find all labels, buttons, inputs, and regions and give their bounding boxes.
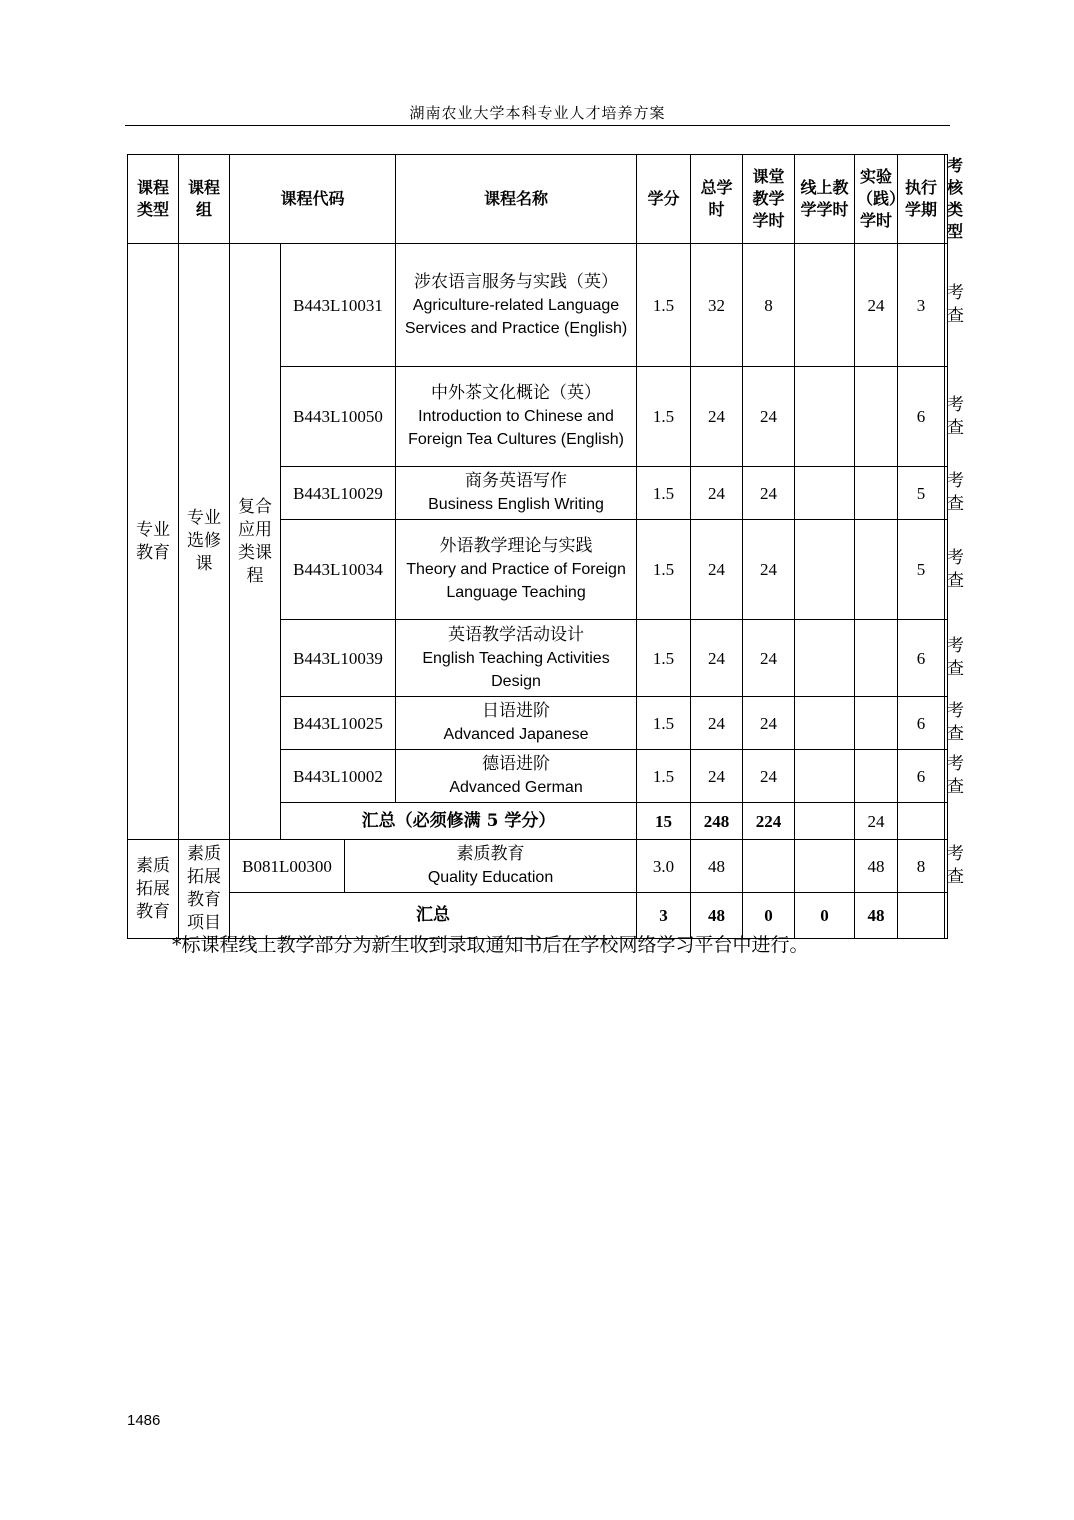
credits-cell: 1.5 xyxy=(637,697,691,750)
course-name xyxy=(396,620,637,697)
credits-cell: 1.5 xyxy=(637,620,691,697)
total-semester xyxy=(898,893,945,939)
header-semester: 执行学期 xyxy=(898,155,945,244)
header-type: 课程类型 xyxy=(128,155,179,244)
class-hours-cell: 24 xyxy=(743,620,795,697)
lab-hours-cell xyxy=(855,750,898,803)
course-name-en: Business English Writing xyxy=(428,496,604,513)
course-name-cn: 日语进阶 xyxy=(482,701,551,721)
course-name-cn: 英语教学活动设计 xyxy=(448,624,585,645)
lab-hours-cell xyxy=(855,520,898,620)
course-type-cell: 专业教育 xyxy=(128,244,179,840)
total-hours-cell: 24 xyxy=(691,367,743,467)
semester-cell: 6 xyxy=(898,620,945,697)
online-hours-cell xyxy=(795,750,855,803)
course-name xyxy=(396,244,637,367)
lab-hours-cell: 24 xyxy=(855,244,898,367)
header-name: 课程名称 xyxy=(396,155,637,244)
class-hours-cell: 24 xyxy=(743,520,795,620)
credits-cell: 1.5 xyxy=(637,244,691,367)
course-table xyxy=(127,154,965,939)
course-name-cn: 商务英语写作 xyxy=(465,471,568,491)
course-subgroup-cell: 复合应用类课程 xyxy=(230,244,281,840)
class-hours-cell: 24 xyxy=(743,467,795,520)
course-name-en: Theory and Practice of Foreign Language Teaching xyxy=(406,561,626,601)
page-number: 1486 xyxy=(127,1412,161,1429)
total-class-hours: 224 xyxy=(743,803,795,840)
course-name-cn: 德语进阶 xyxy=(482,754,551,774)
total-hours-cell: 32 xyxy=(691,244,743,367)
online-hours-cell xyxy=(795,840,855,893)
course-name xyxy=(396,467,637,520)
total-hours-cell: 24 xyxy=(691,520,743,620)
total-lab-hours: 48 xyxy=(855,893,898,939)
assessment-cell: 考查 xyxy=(945,520,948,620)
online-hours-cell xyxy=(795,244,855,367)
course-group-cell: 素质拓展教育项目 xyxy=(179,840,230,939)
assessment-cell: 考查 xyxy=(945,750,948,803)
total-semester xyxy=(898,803,945,840)
assessment-cell: 考查 xyxy=(945,620,948,697)
semester-cell: 5 xyxy=(898,467,945,520)
course-name-en: Introduction to Chinese and Foreign Tea Cultures (English) xyxy=(408,408,624,448)
semester-cell: 6 xyxy=(898,697,945,750)
course-name-cn: 外语教学理论与实践 xyxy=(439,536,593,556)
credits-cell: 1.5 xyxy=(637,520,691,620)
course-type-cell: 素质拓展教育 xyxy=(128,840,179,939)
total-credits: 3 xyxy=(637,893,691,939)
course-group-cell: 专业选修课 xyxy=(179,244,230,840)
assessment-cell: 考查 xyxy=(945,367,948,467)
header-lab-hours: 实验（践）学时 xyxy=(855,155,898,244)
table-row xyxy=(128,840,948,893)
course-code: B081L00300 xyxy=(230,840,345,893)
lab-hours-cell xyxy=(855,620,898,697)
total-assessment xyxy=(945,803,948,840)
total-assessment xyxy=(945,893,948,939)
course-code: B443L10031 xyxy=(281,244,396,367)
lab-hours-cell: 48 xyxy=(855,840,898,893)
total-online-hours: 0 xyxy=(795,893,855,939)
course-name-cn: 素质教育 xyxy=(456,844,525,864)
credits-cell: 3.0 xyxy=(637,840,691,893)
course-name-en: Advanced Japanese xyxy=(443,726,589,743)
table-row xyxy=(128,244,948,367)
class-hours-cell: 8 xyxy=(743,244,795,367)
header-row xyxy=(128,155,948,244)
semester-cell: 8 xyxy=(898,840,945,893)
course-code: B443L10025 xyxy=(281,697,396,750)
total-hours-cell: 24 xyxy=(691,620,743,697)
total-lab-hours: 24 xyxy=(855,803,898,840)
course-code: B443L10050 xyxy=(281,367,396,467)
header-rule xyxy=(125,125,950,126)
class-hours-cell: 24 xyxy=(743,697,795,750)
lab-hours-cell xyxy=(855,367,898,467)
header-code: 课程代码 xyxy=(230,155,396,244)
header-assessment: 考核类型 xyxy=(945,155,948,244)
course-code: B443L10039 xyxy=(281,620,396,697)
semester-cell: 5 xyxy=(898,520,945,620)
assessment-cell: 考查 xyxy=(945,467,948,520)
header-total-hours: 总学时 xyxy=(691,155,743,244)
course-code: B443L10002 xyxy=(281,750,396,803)
class-hours-cell: 24 xyxy=(743,750,795,803)
course-name-cn: 涉农语言服务与实践（英） xyxy=(414,271,619,292)
total-online-hours xyxy=(795,803,855,840)
header-class-hours: 课堂教学学时 xyxy=(743,155,795,244)
total-label: 汇总（必须修满 5 学分） xyxy=(281,803,637,840)
semester-cell: 3 xyxy=(898,244,945,367)
course-name-en: Agriculture-related Language Services and Practice (English) xyxy=(404,296,628,337)
total-hours-cell: 48 xyxy=(691,840,743,893)
course-name xyxy=(396,697,637,750)
total-hours-cell: 24 xyxy=(691,750,743,803)
assessment-cell: 考查 xyxy=(945,840,948,893)
credits-cell: 1.5 xyxy=(637,367,691,467)
lab-hours-cell xyxy=(855,697,898,750)
assessment-cell: 考查 xyxy=(945,244,948,367)
assessment-cell: 考查 xyxy=(945,697,948,750)
online-hours-cell xyxy=(795,697,855,750)
course-name xyxy=(345,840,637,893)
total-hours-cell: 24 xyxy=(691,697,743,750)
semester-cell: 6 xyxy=(898,750,945,803)
lab-hours-cell xyxy=(855,467,898,520)
header-online-hours: 线上教学学时 xyxy=(795,155,855,244)
total-label: 汇总 xyxy=(230,893,637,939)
running-header: 湖南农业大学本科专业人才培养方案 xyxy=(409,104,666,122)
semester-cell: 6 xyxy=(898,367,945,467)
header-credits: 学分 xyxy=(637,155,691,244)
course-code: B443L10029 xyxy=(281,467,396,520)
header-group: 课程组 xyxy=(179,155,230,244)
total-class-hours: 0 xyxy=(743,893,795,939)
course-name xyxy=(396,520,637,620)
class-hours-cell: 24 xyxy=(743,367,795,467)
online-hours-cell xyxy=(795,620,855,697)
course-name-en: Advanced German xyxy=(449,779,583,796)
class-hours-cell xyxy=(743,840,795,893)
course-name-cn: 中外茶文化概论（英） xyxy=(431,383,602,403)
course-name xyxy=(396,750,637,803)
credits-cell: 1.5 xyxy=(637,750,691,803)
total-credits: 15 xyxy=(637,803,691,840)
online-hours-cell xyxy=(795,367,855,467)
credits-cell: 1.5 xyxy=(637,467,691,520)
course-name-en: English Teaching Activities Design xyxy=(422,649,610,690)
online-hours-cell xyxy=(795,520,855,620)
total-total-hours: 248 xyxy=(691,803,743,840)
course-code: B443L10034 xyxy=(281,520,396,620)
total-hours-cell: 24 xyxy=(691,467,743,520)
total-total-hours: 48 xyxy=(691,893,743,939)
course-name-en: Quality Education xyxy=(427,869,554,886)
online-hours-cell xyxy=(795,467,855,520)
course-name xyxy=(396,367,637,467)
footnote: *标课程线上教学部分为新生收到录取通知书后在学校网络学习平台中进行。 xyxy=(172,934,809,956)
